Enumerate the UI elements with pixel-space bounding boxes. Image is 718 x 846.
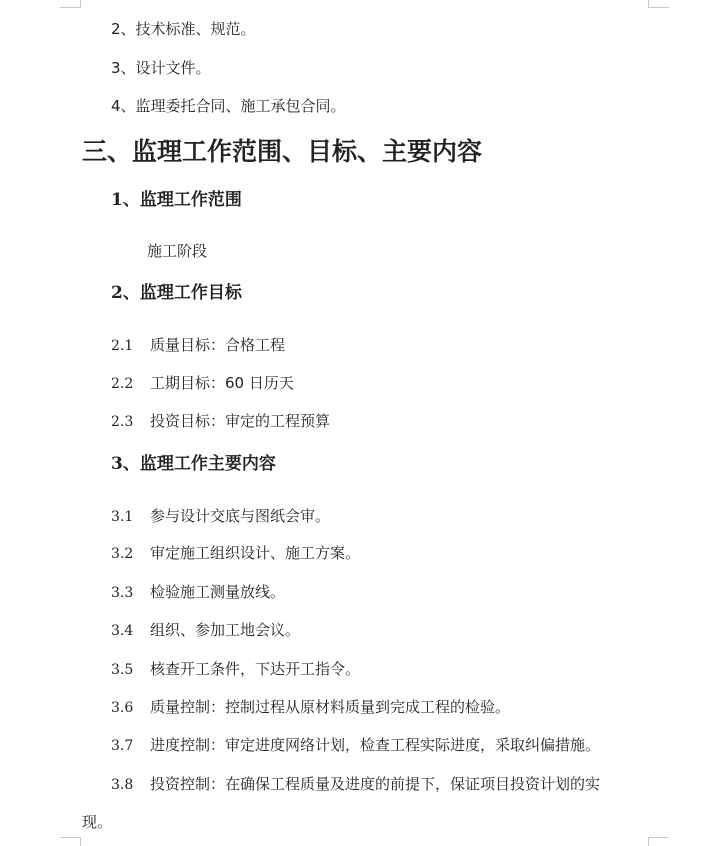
- list-item-text: 参与设计交底与图纸会审。: [150, 507, 331, 525]
- list-item-text: 进度控制：审定进度网络计划，检查工程实际进度，采取纠偏措施。: [150, 736, 601, 754]
- list-item-text: 组织、参加工地会议。: [150, 621, 301, 639]
- list-item-number: 3.3: [111, 585, 134, 601]
- list-item: [111, 373, 294, 394]
- intro-item-4: 4、监理委托合同、施工承包合同。: [111, 97, 346, 115]
- list-item: [111, 506, 330, 527]
- list-item-number: 3.6: [111, 700, 134, 716]
- list-item-text: 核查开工条件，下达开工指令。: [150, 660, 361, 678]
- list-item-number: 3.2: [111, 546, 134, 562]
- list-item-number: 2.2: [111, 376, 134, 392]
- list-item-text: 质量控制：控制过程从原材料质量到完成工程的检验。: [150, 698, 511, 716]
- list-item-text: 审定施工组织设计、施工方案。: [150, 544, 361, 562]
- list-item: [111, 411, 330, 432]
- list-item: [111, 697, 510, 718]
- list-item: [111, 620, 300, 641]
- list-item-number: 2.3: [111, 414, 134, 430]
- list-item-number: 3.8: [111, 777, 134, 793]
- list-item: [111, 543, 360, 564]
- crop-mark-top-right: [648, 0, 669, 8]
- list-item-number: 3.4: [111, 623, 134, 639]
- list-item: [111, 659, 360, 680]
- subsection-1-title: 1、监理工作范围: [111, 190, 242, 210]
- intro-item-3: 3、设计文件。: [111, 59, 211, 77]
- list-item-text: 投资目标：审定的工程预算: [150, 412, 331, 430]
- list-item-number: 3.5: [111, 662, 134, 678]
- section-title: 三、监理工作范围、目标、主要内容: [82, 137, 483, 166]
- subsection-3-title: 3、监理工作主要内容: [111, 454, 276, 474]
- list-item: [111, 582, 285, 603]
- list-item-number: 2.1: [111, 338, 134, 354]
- crop-mark-top-left: [60, 0, 81, 8]
- list-item: [111, 335, 285, 356]
- list-item-number: 3.1: [111, 509, 134, 525]
- list-item: [111, 735, 600, 756]
- intro-item-2: 2、技术标准、规范。: [111, 20, 256, 38]
- list-item-text: 质量目标：合格工程: [150, 336, 286, 354]
- subsection-1-text: 施工阶段: [147, 242, 208, 260]
- subsection-2-title: 2、监理工作目标: [111, 283, 242, 303]
- list-item-number: 3.7: [111, 738, 134, 754]
- list-item: [111, 774, 600, 795]
- list-item-text: 工期目标：60 日历天: [150, 374, 294, 392]
- list-item-text: 检验施工测量放线。: [150, 583, 286, 601]
- list-item-text: 投资控制：在确保工程质量及进度的前提下，保证项目投资计划的实: [150, 775, 601, 793]
- list-item-continuation: 现。: [82, 813, 113, 831]
